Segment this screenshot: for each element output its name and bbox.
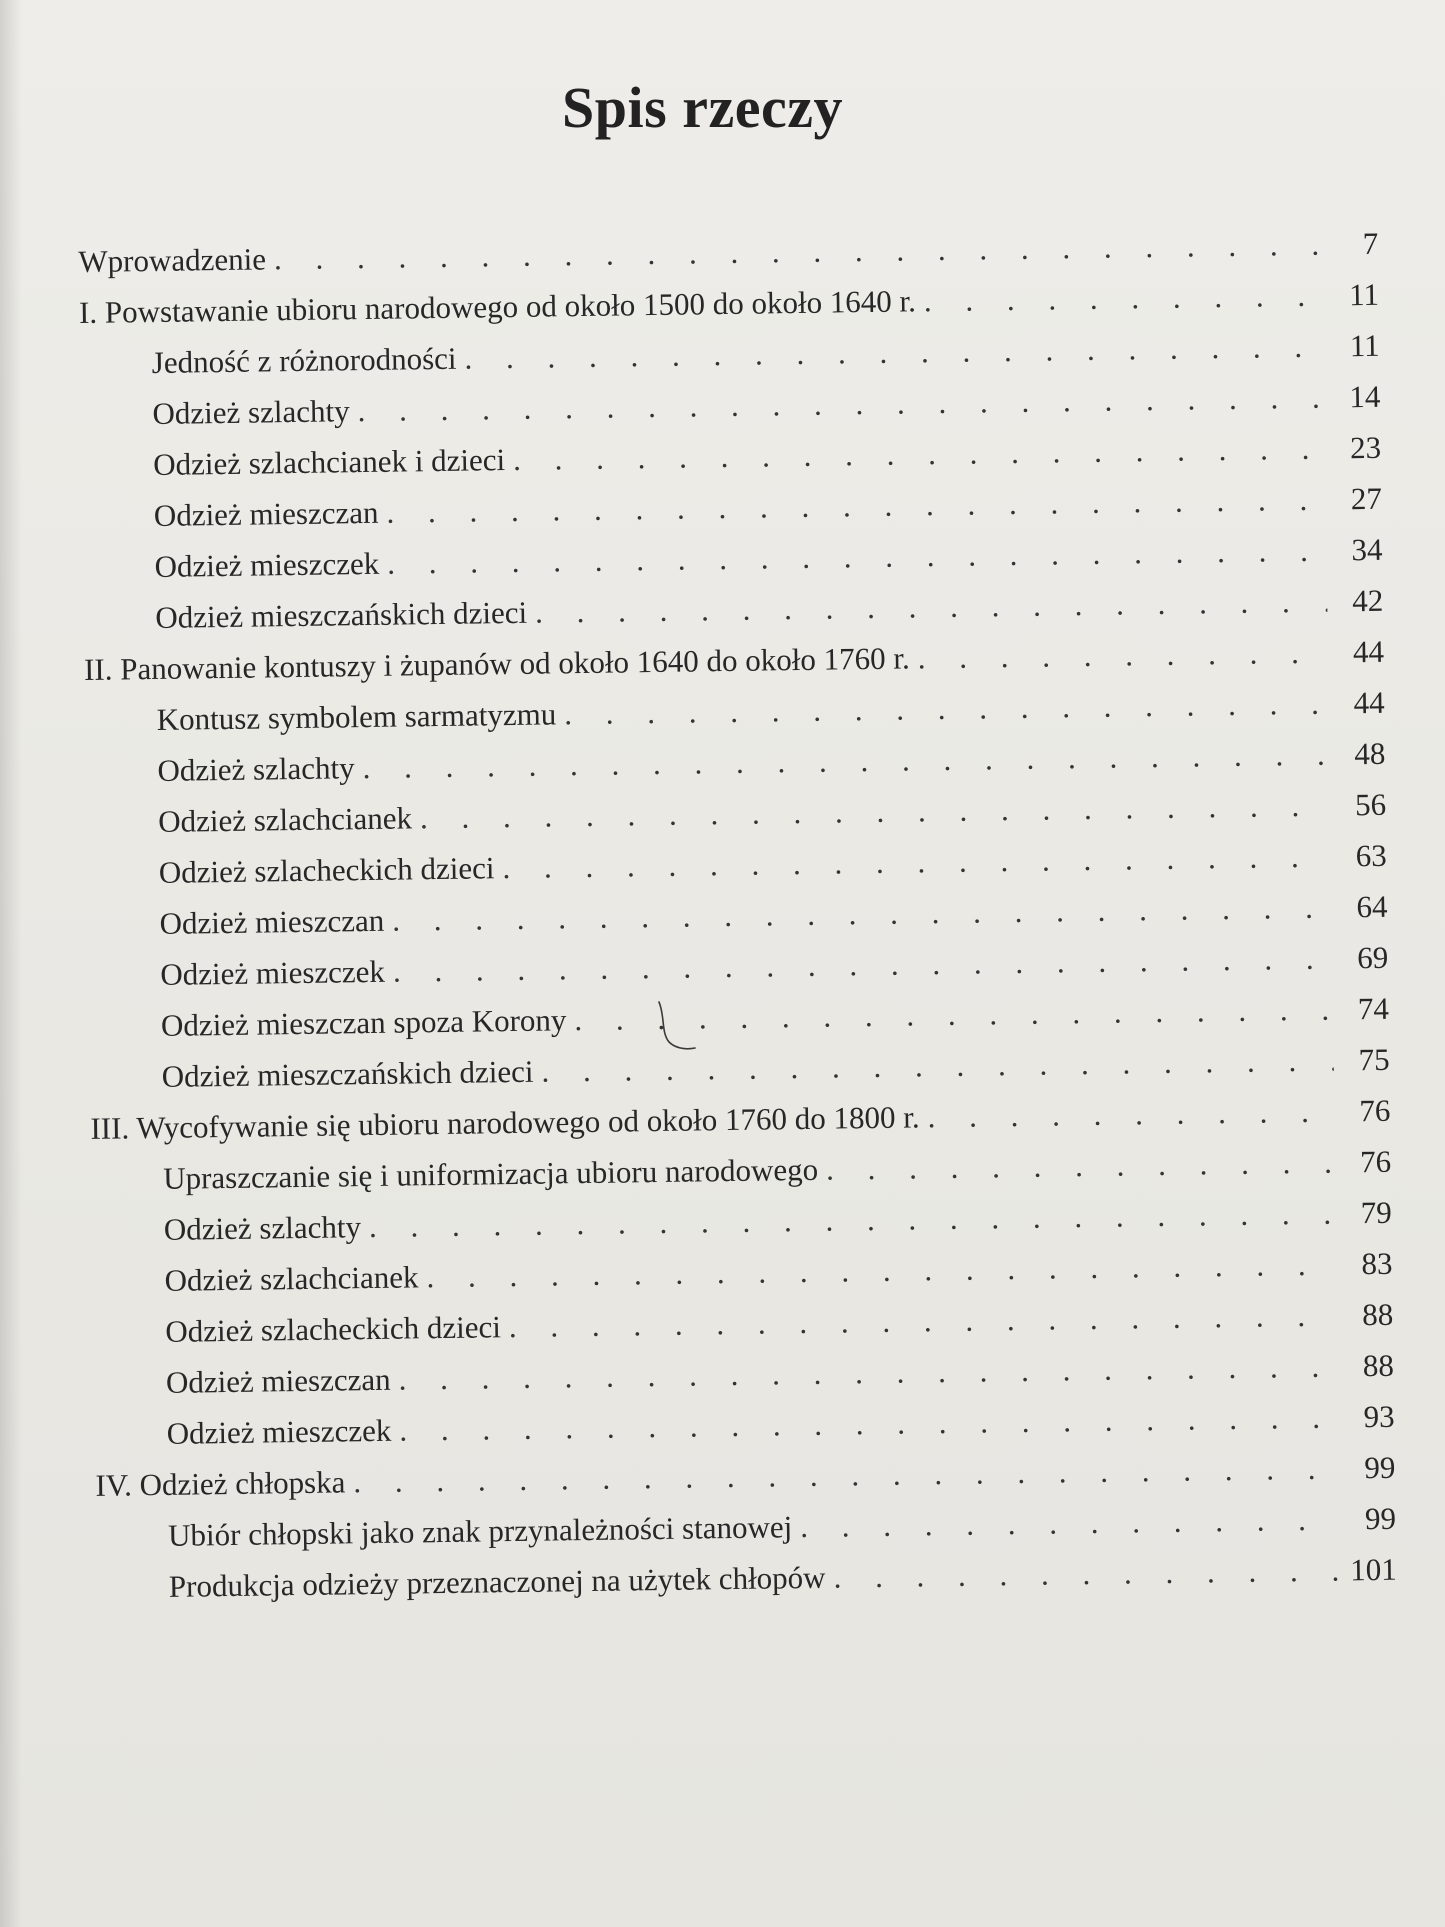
toc-page-number: 48: [1354, 735, 1386, 772]
toc-page-number: 11: [1349, 327, 1380, 364]
toc-entry-label: Odzież szlacheckich dzieci: [158, 850, 495, 890]
toc-entry-label: Odzież szlachcianek i dzieci: [152, 442, 506, 482]
toc-entry-label: Odzież mieszczan: [159, 902, 385, 941]
toc-page-number: 23: [1349, 429, 1382, 466]
toc-page-number: 74: [1357, 990, 1390, 1027]
toc-entry-label: Odzież mieszczan: [153, 494, 379, 533]
toc-page-number: 64: [1356, 888, 1388, 925]
dot-leader: [917, 627, 1328, 684]
toc-page-number: 34: [1351, 531, 1383, 568]
toc-entry-label: Odzież mieszczek: [160, 953, 386, 992]
dot-leader: [924, 270, 1324, 327]
toc-page-number: 11: [1348, 276, 1380, 313]
toc-entry-label: Odzież mieszczan: [165, 1361, 391, 1400]
toc-page-number: 76: [1359, 1143, 1392, 1180]
toc-entry-label: Odzież mieszczan spoza Korony: [160, 1002, 567, 1043]
toc-entry-label: Odzież szlachcianek: [164, 1259, 419, 1298]
toc-entry-label: III. Wycofywanie się ubioru narodowego od około 1760 do 1800 r.: [90, 1099, 920, 1146]
table-of-contents: [78, 218, 1397, 1613]
dot-leader: [826, 1137, 1336, 1195]
toc-page-number: 88: [1361, 1296, 1394, 1333]
toc-entry-label: Wprowadzenie: [78, 241, 267, 279]
toc-entry-label: I. Powstawanie ubioru narodowego od około 1500 do około 1640 r.: [78, 283, 917, 330]
toc-entry-label: Ubiór chłopski jako znak przynależności stanowej: [167, 1509, 793, 1553]
toc-page-number: 99: [1364, 1500, 1397, 1537]
toc-entry-label: Odzież mieszczańskich dzieci: [161, 1053, 534, 1094]
toc-entry-label: Odzież szlachty: [157, 750, 355, 788]
toc-page-number: 42: [1351, 582, 1384, 619]
toc-entry-label: Odzież mieszczek: [154, 545, 380, 584]
toc-entry-label: Odzież mieszczek: [166, 1412, 392, 1451]
toc-page-number: 75: [1358, 1041, 1390, 1078]
toc-page-number: 101: [1350, 1551, 1397, 1588]
toc-page-number: 99: [1364, 1449, 1396, 1486]
toc-page-number: 7: [1362, 225, 1379, 262]
toc-page-number: 69: [1356, 939, 1389, 976]
toc-entry-label: Upraszczanie się i uniformizacja ubioru narodowego: [162, 1151, 819, 1196]
toc-entry-label: Odzież szlachcianek: [157, 800, 413, 839]
toc-page-number: 27: [1350, 480, 1383, 517]
toc-page-number: 83: [1361, 1245, 1393, 1282]
toc-entry-label: Odzież mieszczańskich dzieci: [155, 594, 528, 635]
toc-entry-label: IV. Odzież chłopska: [95, 1464, 346, 1503]
toc-page-number: 79: [1360, 1194, 1393, 1231]
dot-leader: [800, 1494, 1341, 1553]
toc-page-number: 44: [1352, 633, 1385, 670]
dot-leader: [833, 1545, 1341, 1603]
toc-entry-label: Kontusz symbolem sarmatyzmu: [156, 696, 557, 737]
toc-page-number: 56: [1354, 786, 1387, 823]
toc-page-number: 93: [1363, 1398, 1395, 1435]
toc-entry-label: Produkcja odzieży przeznaczonej na użytek chłopów: [168, 1559, 826, 1604]
toc-entry-label: Odzież szlachty: [152, 393, 350, 431]
dot-leader: [927, 1086, 1334, 1143]
toc-page-number: 63: [1355, 837, 1388, 874]
page-title: Spis rzeczy: [562, 75, 843, 140]
toc-entry-label: Jedność z różnorodności: [151, 340, 457, 380]
toc-page-number: 14: [1349, 378, 1381, 415]
toc-entry-label: Odzież szlachty: [163, 1209, 362, 1247]
toc-page-number: 76: [1359, 1092, 1391, 1129]
toc-page-number: 44: [1353, 684, 1385, 721]
toc-entry-label: Odzież szlacheckich dzieci: [165, 1309, 502, 1349]
toc-entry-label: II. Panowanie kontuszy i żupanów od około 1640 do około 1760 r.: [83, 640, 910, 687]
pen-mark: [655, 998, 699, 1054]
toc-page-number: 88: [1362, 1347, 1395, 1384]
